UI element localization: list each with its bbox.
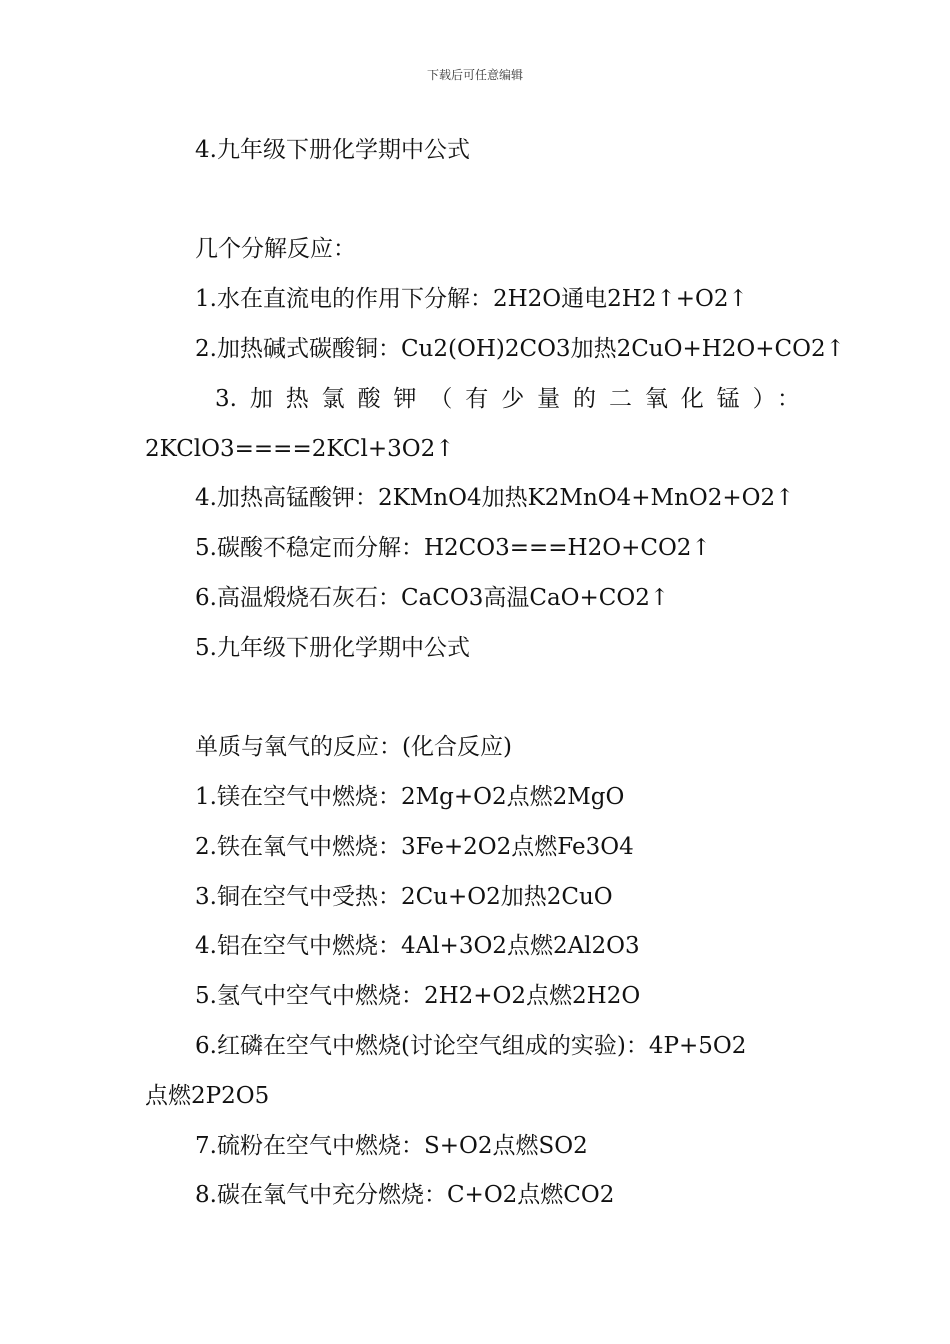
equation-continuation: 2KClO3====2KCl+3O2↑	[145, 436, 455, 462]
equation-line: 2.加热碱式碳酸铜：Cu2(OH)2CO3加热2CuO+H2O+CO2↑	[195, 336, 845, 362]
page-header: 下载后可任意编辑	[426, 68, 523, 82]
subsection-heading: 单质与氧气的反应：(化合反应)	[195, 734, 512, 760]
equation-line: 4.铝在空气中燃烧：4Al+3O2点燃2Al2O3	[195, 933, 640, 959]
equation-line: 3.加热氯酸钾（有少量的二氧化锰）：	[215, 386, 800, 412]
subsection-heading: 几个分解反应：	[195, 236, 356, 262]
equation-line: 5.氢气中空气中燃烧：2H2+O2点燃2H2O	[195, 983, 641, 1009]
equation-line: 7.硫粉在空气中燃烧：S+O2点燃SO2	[195, 1133, 588, 1159]
equation-line: 3.铜在空气中受热：2Cu+O2加热2CuO	[195, 884, 613, 910]
section-title: 4.九年级下册化学期中公式	[195, 137, 470, 163]
equation-line: 1.水在直流电的作用下分解：2H2O通电2H2↑+O2↑	[195, 286, 748, 312]
equation-line: 6.红磷在空气中燃烧(讨论空气组成的实验)：4P+5O2	[195, 1033, 747, 1059]
equation-continuation: 点燃2P2O5	[145, 1083, 270, 1109]
equation-line: 2.铁在氧气中燃烧：3Fe+2O2点燃Fe3O4	[195, 834, 634, 860]
equation-line: 4.加热高锰酸钾：2KMnO4加热K2MnO4+MnO2+O2↑	[195, 485, 795, 511]
equation-line: 8.碳在氧气中充分燃烧：C+O2点燃CO2	[195, 1182, 615, 1208]
equation-line: 5.碳酸不稳定而分解：H2CO3===H2O+CO2↑	[195, 535, 711, 561]
section-title: 5.九年级下册化学期中公式	[195, 635, 470, 661]
equation-line: 6.高温煅烧石灰石：CaCO3高温CaO+CO2↑	[195, 585, 670, 611]
equation-line: 1.镁在空气中燃烧：2Mg+O2点燃2MgO	[195, 784, 625, 810]
